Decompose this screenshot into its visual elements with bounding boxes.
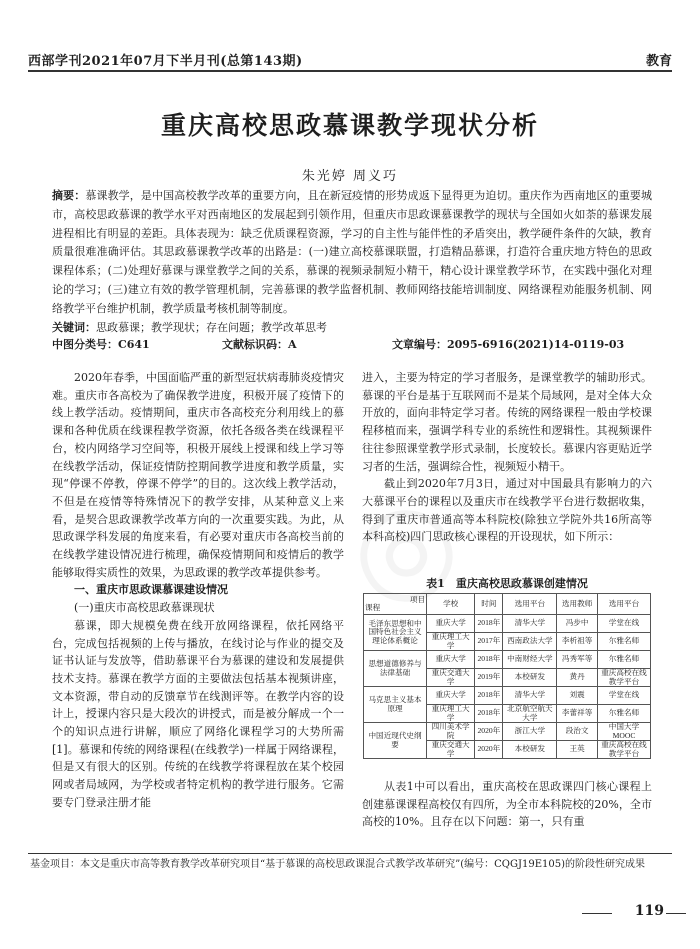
body-paragraph: 慕课，即大规模免费在线开放网络课程，依托网络平台，完成包括视频的上传与播放，在线讨论与作业的提交及证书认证与发放等，借助慕课平台为慕课的建设和发展提供技术支持。慕课在教学方面的主要做法包括基本视频讲座，文本资源，带自动的反馈章节在线测评等。在教学内容的设计上，授课内容只是大段次的讲授式，而是被分解成一个一个的知识点进行讲解，顺应了网络化课程学习的大势所需[1]。慕课和传统的网络课程(在线教学)一样属于网络课程，但是又有很大的区别。传统的在线教学将课程放在某个校园网或者局域网，为学校或者特定机构的教学进行服务。它需要专门登录注册才能 <box>52 618 344 809</box>
body-paragraph: 截止到2020年7月3日，通过对中国最具有影响力的六大慕课平台的课程以及重庆市在线教学平台进行数据收集，得到了重庆市普通高等本科院校(除独立学院外共16所高等本科高校)四门思政核心课程的开设现状，如下所示： <box>362 477 652 544</box>
subsection-heading: (一)重庆市高校思政慕课现状 <box>74 601 215 615</box>
section-label: 教育 <box>645 54 672 69</box>
cell-teacher: 王英 <box>557 741 598 759</box>
cell-teacher: 刘震 <box>557 687 598 705</box>
header-time: 时间 <box>475 594 503 615</box>
table-caption: 表1 重庆高校思政慕课创建情况 <box>426 577 588 590</box>
body-paragraph: 从表1中可以看出，重庆高校在思政课四门核心课程上创建慕课课程高校仅有四所，为全市本科院校的20%，全市高校的10%。且存在以下问题：第一，只有重 <box>362 780 652 829</box>
table-header-diagonal <box>364 594 427 615</box>
table-row <box>364 687 651 705</box>
cell-teacher: 冯秀军等 <box>557 651 598 669</box>
cell-time: 2019年 <box>475 669 503 687</box>
article-number: 文章编号：2095-6916(2021)14-0119-03 <box>392 338 625 351</box>
page-number-rule-left <box>582 913 612 914</box>
right-column-top <box>362 369 652 546</box>
cell-school: 重庆大学 <box>427 651 475 669</box>
table-row <box>364 723 651 741</box>
page-number-rule-right <box>666 913 686 914</box>
page-number: 119 <box>634 903 664 919</box>
cell-select: 学堂在线 <box>597 687 650 705</box>
section-heading: 一、重庆市思政课慕课建设情况 <box>74 583 228 597</box>
cell-course: 中国近现代史纲要 <box>364 723 427 759</box>
cell-time: 2017年 <box>475 633 503 651</box>
data-table <box>363 593 651 759</box>
abstract-text: 慕课教学，是中国高校教学改革的重要方向，且在新冠疫情的形势成返下显得更为迫切。重庆作为西南地区的重要城市，高校思政慕课的教学水平对西南地区的发展起到引领作用，但重庆市思政课慕课教学的现状与全国如火如荼的慕课发展进程相比有明显的差距。具体表现为：缺乏优质课程资源，学习的自主性与能伴性的矛盾突出，教学硬件条件的欠缺，教育质量很难准确评估。其思政慕课教学改革的出路是：(一)建立高校慕课联盟，打造精品慕课，打造符合重庆地方特色的思政课程体系；(二)处理好慕课与课堂教学之间的关系，慕课的视频录制短小精干，精心设计课堂教学环节，在实践中强化对理论的学习；(三)建立有效的教学管理机制，完善慕课的教学监督机制、教师网络技能培训制度、网络课程劝能服务机制、网络教学平台维护机制，教学质量考核机制等制度。 <box>52 189 653 315</box>
cell-select: 重庆高校在线教学平台 <box>597 741 650 759</box>
running-header <box>28 48 672 72</box>
cell-platform: 清华大学 <box>503 615 557 633</box>
header-teacher: 选用教师 <box>557 594 598 615</box>
cell-select: 尔雅名师 <box>597 633 650 651</box>
cell-school: 重庆理工大学 <box>427 705 475 723</box>
abstract-label: 摘要： <box>52 189 86 202</box>
cell-school: 四川美术学院 <box>427 723 475 741</box>
cell-select: 中国大学MOOC <box>597 723 650 741</box>
cell-platform: 本校研发 <box>503 741 557 759</box>
header-course: 课程 <box>365 603 381 612</box>
table-row <box>364 615 651 633</box>
cell-platform: 本校研发 <box>503 669 557 687</box>
funding-footnote: 基金项目：本文是重庆市高等教育教学改革研究项目“基于慕课的高校思政课混合式教学改革研究”(编号：CQGJ19E105)的阶段性研究成果 <box>30 859 645 870</box>
cell-time: 2018年 <box>475 705 503 723</box>
cell-select: 尔雅名师 <box>597 651 650 669</box>
keywords-text: 思政慕课；教学现状；存在问题；教学改革思考 <box>96 321 327 334</box>
clc-number: 中图分类号：C641 <box>52 338 150 351</box>
cell-school: 重庆大学 <box>427 615 475 633</box>
article-identifiers <box>52 336 652 353</box>
cell-school: 重庆交通大学 <box>427 741 475 759</box>
cell-time: 2018年 <box>475 651 503 669</box>
cell-platform: 清华大学 <box>503 687 557 705</box>
body-paragraph: 进入，主要为特定的学习者服务，是课堂教学的辅助形式。慕课的平台是基于互联网而不是某个局域网，是对全体大众开放的，面向非特定学习者。传统的网络课程一般由学校课程移植而来，强调学科专业的系统性和逻辑性。其视频课件往往参照课堂教学形式录制，长度较长。慕课内容更贴近学习者的生活，强调综合性，视频短小精干。 <box>362 371 652 473</box>
cell-course: 马克思主义基本原理 <box>364 687 427 723</box>
table-header-row <box>364 594 651 615</box>
cell-school: 重庆理工大学 <box>427 633 475 651</box>
journal-name: 西部学刊2021年07月下半月刊(总第143期) <box>28 54 303 69</box>
table-row <box>364 651 651 669</box>
cell-time: 2020年 <box>475 741 503 759</box>
body-paragraph: 2020年春季，中国面临严重的新型冠状病毒肺炎疫情灾难。重庆市各高校为了确保教学进度，积极开展了疫情下的线上教学活动。疫情期间，重庆市各高校充分利用线上的慕课和各种优质在线课程教学资源，依托各级各类在线课程平台，校内网络学习空间等，积极开展线上授课和线上学习等在线教学活动，保证疫情防控期间教学进度和教学质量，实现“停课不停教，停课不停学”的目的。这次线上教学活动，不但是在疫情等特殊情况下的教学安排，从某种意义上来看，是契合思政课教学改革方向的一次重要实践。为此，从思政课学科发展的角度来看，有必要对重庆市各高校当前的在线教学建设情况进行梳理，确保疫情期间和疫情后的教学能够取得实质性的效果，为思政课的教学改革提供参考。 <box>52 371 344 579</box>
cell-teacher: 李析祖等 <box>557 633 598 651</box>
cell-school: 重庆大学 <box>427 687 475 705</box>
header-select-platform: 选用平台 <box>597 594 650 615</box>
header-item: 项目 <box>409 594 426 604</box>
cell-platform: 西南政法大学 <box>503 633 557 651</box>
cell-course: 毛泽东思想和中国特色社会主义理论体系概论 <box>364 615 427 651</box>
cell-select: 学堂在线 <box>597 615 650 633</box>
cell-time: 2018年 <box>475 687 503 705</box>
cell-platform: 浙江大学 <box>503 723 557 741</box>
paper-title: 重庆高校思政慕课教学现状分析 <box>160 111 539 140</box>
abstract <box>52 187 652 319</box>
cell-teacher: 冯步中 <box>557 615 598 633</box>
cell-course: 思想道德修养与法律基础 <box>364 651 427 687</box>
cell-select: 重庆高校在线教学平台 <box>597 669 650 687</box>
cell-platform: 北京航空航天大学 <box>503 705 557 723</box>
keywords-label: 关键词： <box>52 321 96 334</box>
cell-teacher: 黄丹 <box>557 669 598 687</box>
cell-platform: 中南财经大学 <box>503 651 557 669</box>
header-school: 学校 <box>427 594 475 615</box>
cell-time: 2018年 <box>475 615 503 633</box>
document-code: 文献标识码：A <box>222 338 297 351</box>
cell-select: 尔雅名师 <box>597 705 650 723</box>
footnote-divider <box>28 853 672 854</box>
cell-teacher: 段治文 <box>557 723 598 741</box>
left-column <box>52 369 344 812</box>
authors: 朱光婷 周义巧 <box>301 169 399 184</box>
cell-teacher: 李蕾祥等 <box>557 705 598 723</box>
cell-school: 重庆交通大学 <box>427 669 475 687</box>
keywords <box>52 319 652 336</box>
cell-time: 2020年 <box>475 723 503 741</box>
right-column-bottom <box>362 778 652 831</box>
header-platform: 选用平台 <box>503 594 557 615</box>
